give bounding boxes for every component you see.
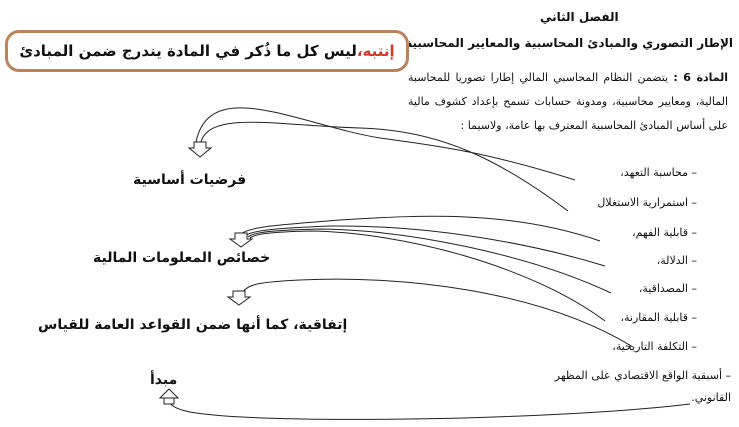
item-substance-over-form: – أسبقية الواقع الاقتصادي على المظهر xyxy=(554,369,731,382)
item-going-concern: – استمرارية الاستغلال xyxy=(597,196,697,209)
item-relevance: – الدلالة، xyxy=(656,254,697,267)
item-understandability: – قابلية الفهم، xyxy=(632,226,697,239)
category-measurement-convention: إتفاقية، كما أنها ضمن القواعد العامة للقياس xyxy=(38,317,348,333)
category-basic-assumptions: فرضيات أساسية xyxy=(133,172,247,188)
note-text: ليس كل ما ذُكر في المادة يندرج ضمن المبادئ xyxy=(19,42,357,60)
item-comparability: – قابلية المقارنة، xyxy=(620,311,697,324)
item-reliability: – المصداقية، xyxy=(638,282,697,295)
item-substance-over-form-cont: القانوني. xyxy=(691,391,731,404)
article-text: يتضمن النظام المحاسبي المالي إطارا تصوريا للمحاسبة المالية، ومعايير محاسبية، ومدونة حسابات تسمح بإعداد كشوف مالية على أساس المبادئ المحاسبية المعترف بها عامة، ولاسيما : xyxy=(408,71,728,132)
category-qualitative-characteristics: خصائص المعلومات المالية xyxy=(93,250,271,266)
item-accrual: – محاسبة التعهد، xyxy=(620,166,697,179)
article-label: المادة 6 : xyxy=(673,71,729,84)
section-title: الإطار التصوري والمبادئ المحاسبية والمعايير المحاسبية xyxy=(405,36,733,50)
chapter-title: الفصل الثاني xyxy=(540,10,619,24)
category-principle: مبدأ xyxy=(150,372,178,388)
item-historical-cost: – التكلفة التاريخية، xyxy=(612,340,697,353)
note-highlight: إنتبه، xyxy=(356,42,395,60)
